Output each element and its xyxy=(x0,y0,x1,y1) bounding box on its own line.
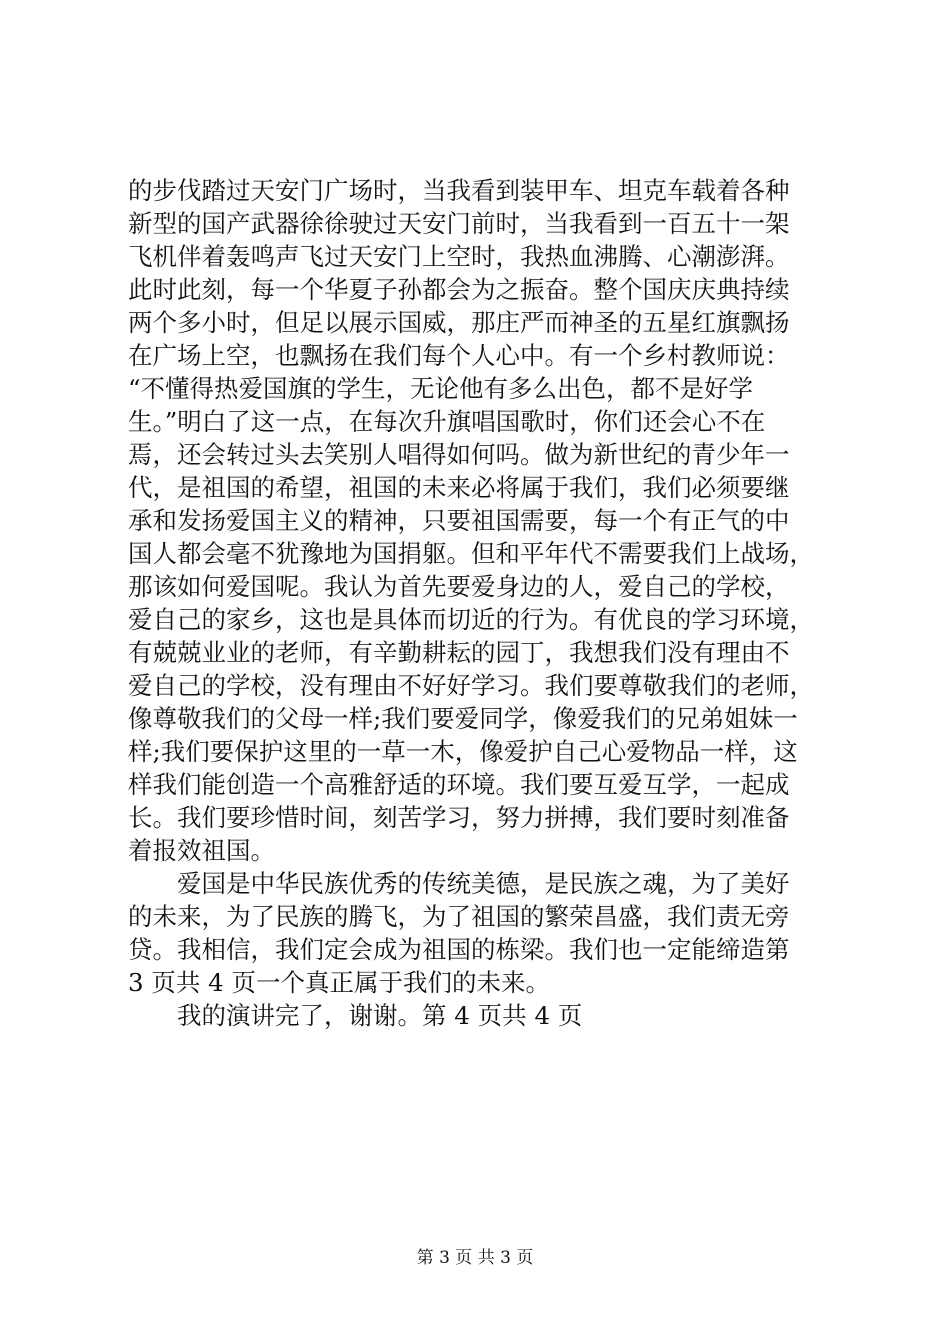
paragraph-2-line-1: 爱国是中华民族优秀的传统美德，是民族之魂，为了美好 xyxy=(177,869,790,898)
paragraph-1-line-11: 承和发扬爱国主义的精神，只要祖国需要，每一个有正气的中 xyxy=(128,506,790,535)
paragraph-1-line-20: 长。我们要珍惜时间，刻苦学习，努力拼搏，我们要时刻准备 xyxy=(128,803,790,832)
paragraph-1-line-13: 那该如何爱国呢。我认为首先要爱身边的人，爱自己的学校， xyxy=(128,572,790,601)
paragraph-2-line-4: 3 页共 4 页一个真正属于我们的未来。 xyxy=(128,968,551,997)
paragraph-1-line-2: 新型的国产武器徐徐驶过天安门前时，当我看到一百五十一架 xyxy=(128,209,790,238)
paragraph-1-line-17: 像尊敬我们的父母一样;我们要爱同学，像爱我们的兄弟姐妹一 xyxy=(128,704,798,733)
paragraph-1-line-6: 在广场上空，也飘扬在我们每个人心中。有一个乡村教师说： xyxy=(128,341,790,370)
paragraph-1-line-4: 此时此刻，每一个华夏子孙都会为之振奋。整个国庆庆典持续 xyxy=(128,275,790,304)
paragraph-1-line-5: 两个多小时，但足以展示国威，那庄严而神圣的五星红旗飘扬 xyxy=(128,308,790,337)
page-footer xyxy=(0,1243,950,1268)
paragraph-1-line-18: 样;我们要保护这里的一草一木，像爱护自己心爱物品一样，这 xyxy=(128,737,798,766)
paragraph-1-line-10: 代，是祖国的希望，祖国的未来必将属于我们，我们必须要继 xyxy=(128,473,790,502)
paragraph-3-line-1: 我的演讲完了，谢谢。第 4 页共 4 页 xyxy=(177,1001,583,1030)
paragraph-2-line-3: 贷。我相信，我们定会成为祖国的栋梁。我们也一定能缔造第 xyxy=(128,935,790,964)
paragraph-1-line-3: 飞机伴着轰鸣声飞过天安门上空时，我热血沸腾、心潮澎湃。 xyxy=(128,242,790,271)
paragraph-1-line-9: 焉，还会转过头去笑别人唱得如何吗。做为新世纪的青少年一 xyxy=(128,440,790,469)
paragraph-1-line-16: 爱自己的学校，没有理由不好好学习。我们要尊敬我们的老师， xyxy=(128,671,814,700)
paragraph-1-line-21: 着报效祖国。 xyxy=(128,836,275,865)
document-body xyxy=(128,174,818,1032)
paragraph-1-line-14: 爱自己的家乡，这也是具体而切近的行为。有优良的学习环境， xyxy=(128,605,814,634)
page-number-label: 第 3 页 共 3 页 xyxy=(416,1248,534,1268)
paragraph-1-line-12: 国人都会毫不犹豫地为国捐躯。但和平年代不需要我们上战场， xyxy=(128,539,814,568)
paragraph-2-line-2: 的未来，为了民族的腾飞，为了祖国的繁荣昌盛，我们责无旁 xyxy=(128,902,790,931)
paragraph-1-line-19: 样我们能创造一个高雅舒适的环境。我们要互爱互学，一起成 xyxy=(128,770,790,799)
paragraph-1-line-8: 生。”明白了这一点，在每次升旗唱国歌时，你们还会心不在 xyxy=(128,407,766,436)
paragraph-1-line-7: “不懂得热爱国旗的学生，无论他有多么出色，都不是好学 xyxy=(128,374,754,403)
paragraph-1-line-15: 有兢兢业业的老师，有辛勤耕耘的园丁，我想我们没有理由不 xyxy=(128,638,790,667)
paragraph-1-line-1: 的步伐踏过天安门广场时，当我看到装甲车、坦克车载着各种 xyxy=(128,176,790,205)
